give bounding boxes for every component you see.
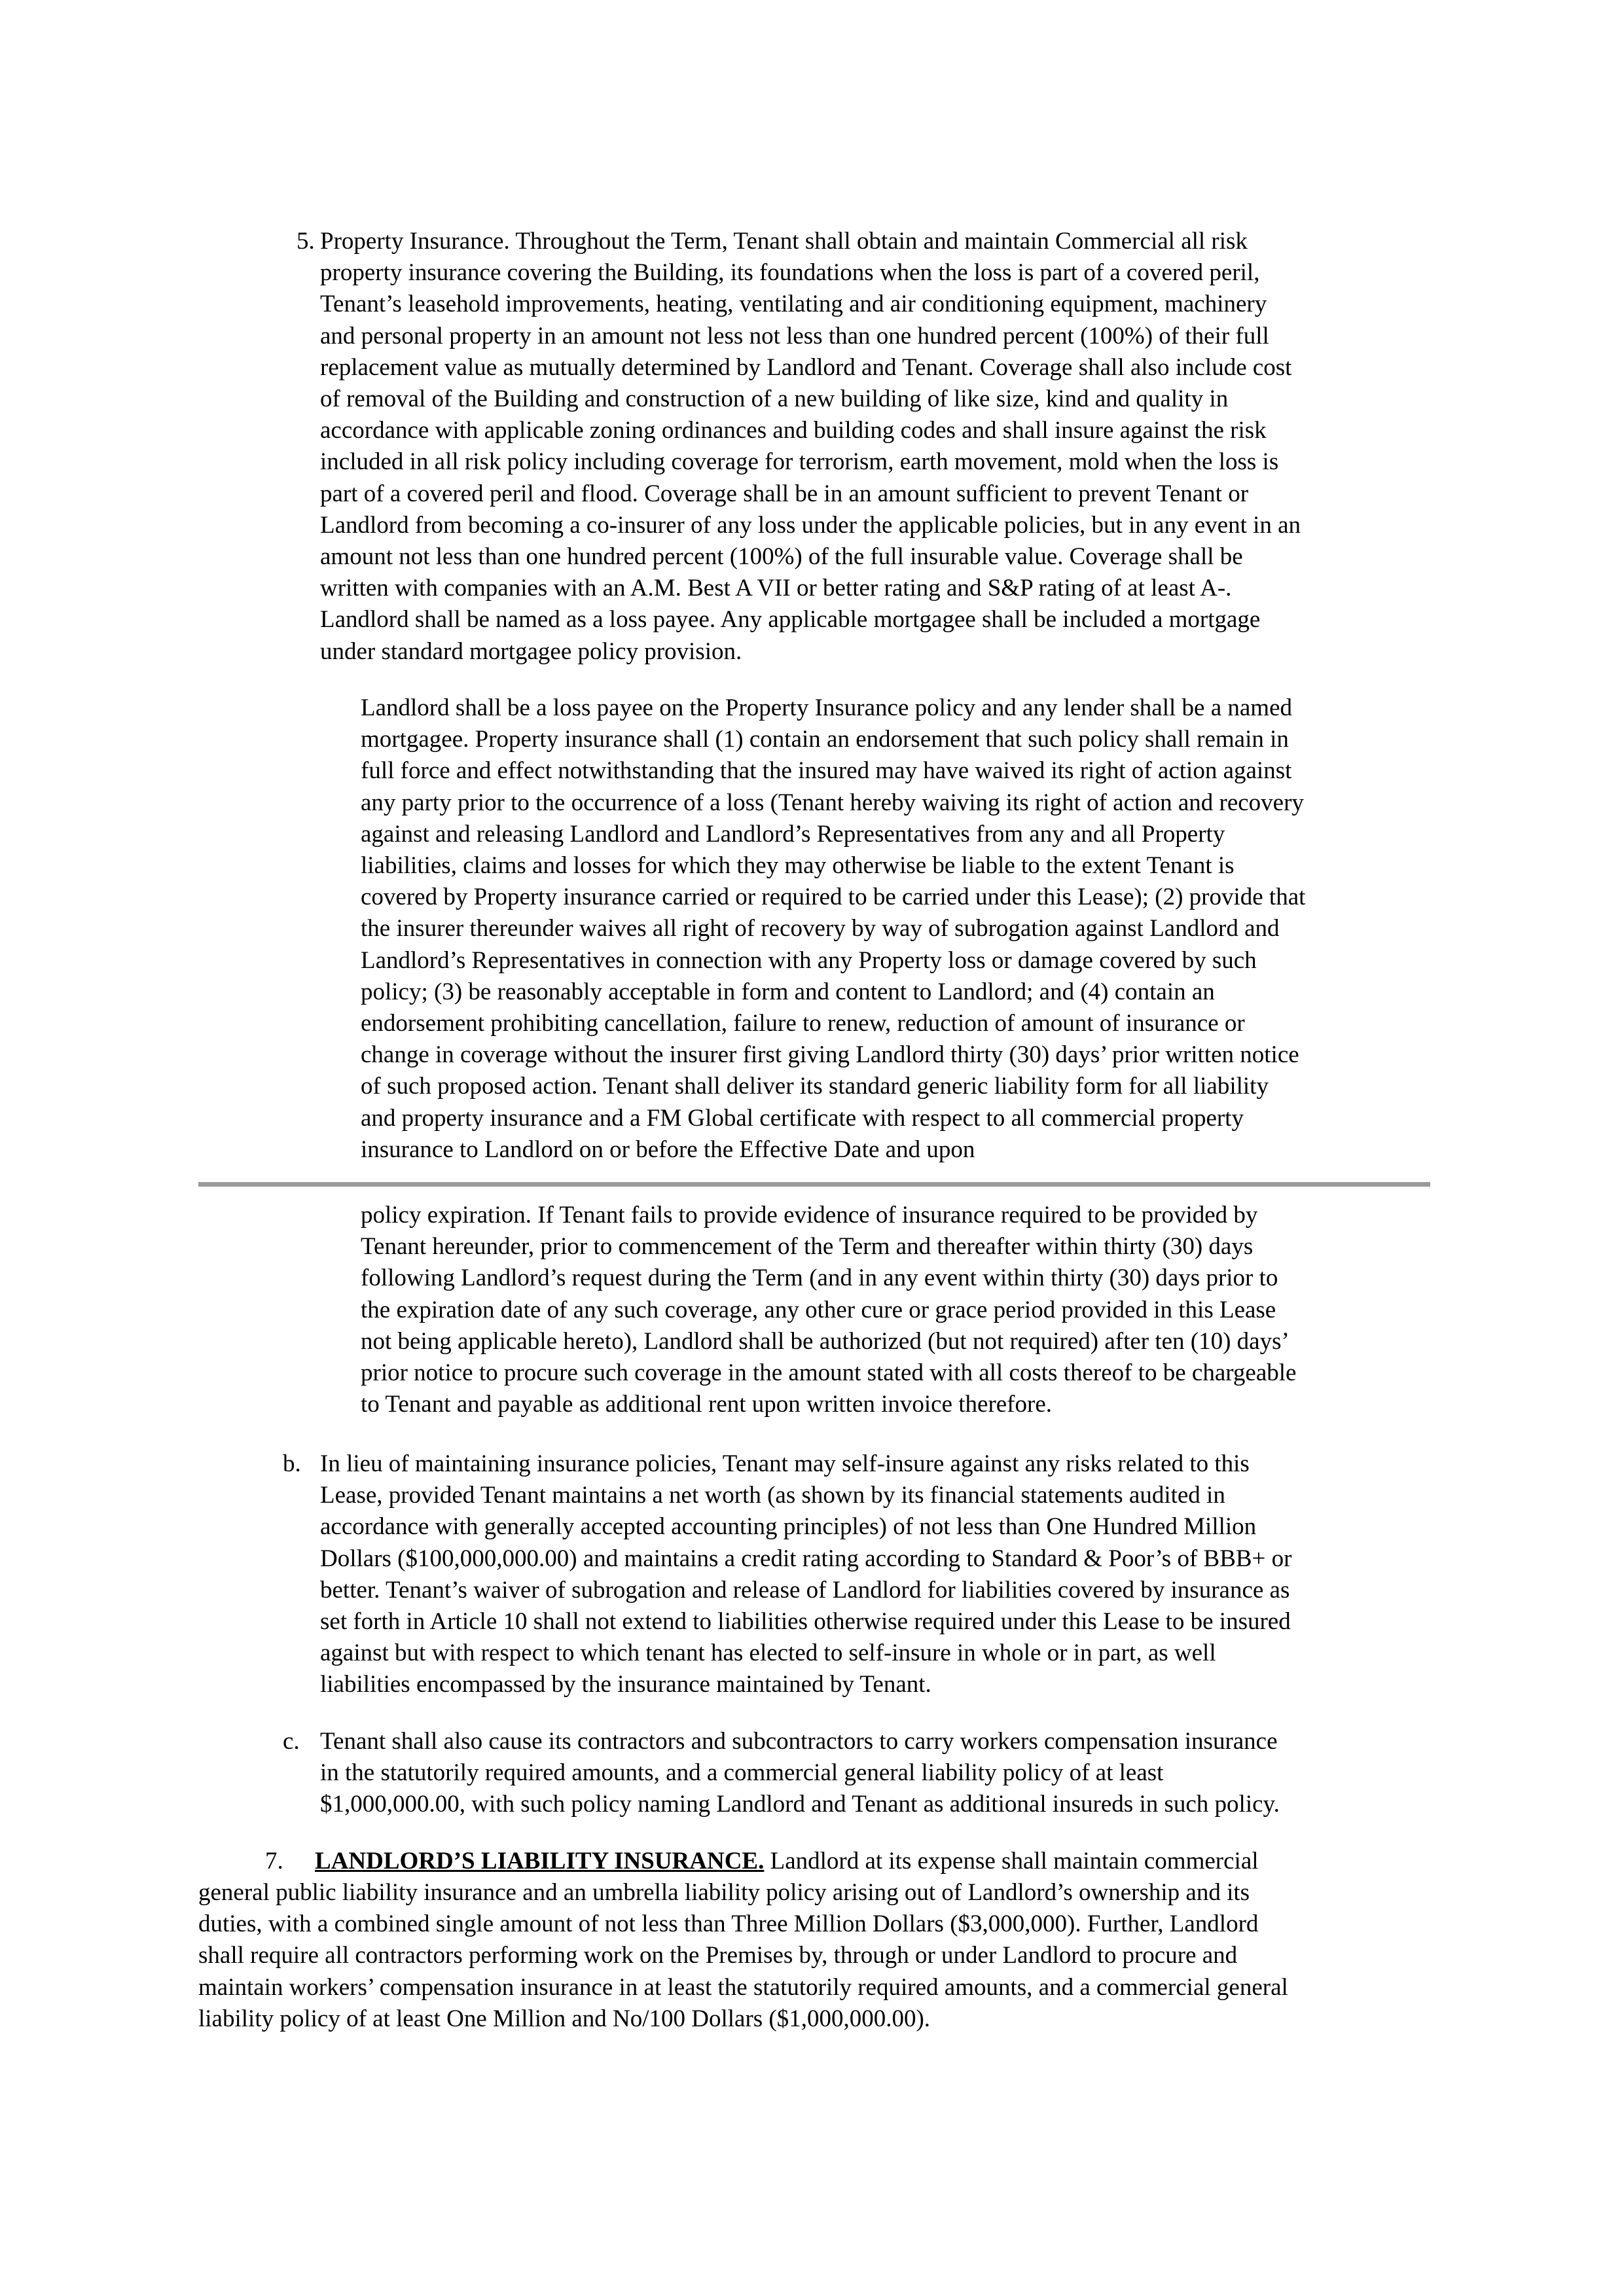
text-line: the insurer thereunder waives all right of recovery by way of subrogation against Landlord and: [361, 915, 1280, 942]
section-7-paragraph: [198, 1877, 1288, 2035]
text-line: policy; (3) be reasonably acceptable in form and content to Landlord; and (4) contain an: [361, 978, 1215, 1005]
text-line: general public liability insurance and an umbrella liability policy arising out of Landlord’s ownership and its: [198, 1879, 1250, 1906]
text-line: Landlord shall be named as a loss payee. Any applicable mortgagee shall be included a mortgage: [320, 606, 1261, 634]
item-c-paragraph: [320, 1726, 1280, 1821]
text-line: In lieu of maintaining insurance policies, Tenant may self-insure against any risks related to this: [320, 1450, 1250, 1477]
text-line: set forth in Article 10 shall not extend to liabilities otherwise required under this Lease to be insured: [320, 1608, 1291, 1636]
text-line: and property insurance and a FM Global certificate with respect to all commercial property: [361, 1104, 1244, 1132]
text-line: endorsement prohibiting cancellation, failure to renew, reduction of amount of insurance or: [361, 1010, 1245, 1037]
item-c-marker: c.: [283, 1728, 300, 1755]
text-line: liabilities encompassed by the insurance maintained by Tenant.: [320, 1671, 931, 1698]
text-line: to Tenant and payable as additional rent upon written invoice therefore.: [361, 1391, 1052, 1418]
text-line: and personal property in an amount not less not less than one hundred percent (100%) of their full: [320, 322, 1269, 350]
text-line: of such proposed action. Tenant shall deliver its standard generic liability form for all liability: [361, 1073, 1269, 1100]
text-line: better. Tenant’s waiver of subrogation and release of Landlord for liabilities covered by insurance as: [320, 1576, 1290, 1604]
text-line: not being applicable hereto), Landlord shall be authorized (but not required) after ten (10) days’: [361, 1327, 1290, 1355]
text-line: following Landlord’s request during the Term (and in any event within thirty (30) days prior to: [361, 1265, 1278, 1292]
text-line: in the statutorily required amounts, and a commercial general liability policy of at least: [320, 1759, 1164, 1787]
text-line: under standard mortgagee policy provision.: [320, 637, 742, 665]
text-line: Tenant shall also cause its contractors and subcontractors to carry workers compensation insurance: [320, 1728, 1278, 1755]
section-7-heading: LANDLORD’S LIABILITY INSURANCE.: [315, 1848, 765, 1874]
text-line: included in all risk policy including coverage for terrorism, earth movement, mold when the loss is: [320, 448, 1279, 476]
text-line: accordance with applicable zoning ordinances and building codes and shall insure against the risk: [320, 417, 1267, 444]
text-line: replacement value as mutually determined by Landlord and Tenant. Coverage shall also include cost: [320, 353, 1292, 381]
text-line: policy expiration. If Tenant fails to provide evidence of insurance required to be provided by: [361, 1202, 1258, 1229]
text-line: Dollars ($100,000,000.00) and maintains a credit rating according to Standard & Poor’s of BBB+ or: [320, 1545, 1292, 1572]
text-line: mortgagee. Property insurance shall (1) contain an endorsement that such policy shall remain in: [361, 726, 1289, 753]
text-line: any party prior to the occurrence of a loss (Tenant hereby waiving its right of action and recovery: [361, 789, 1304, 816]
text-line: accordance with generally accepted accounting principles) of not less than One Hundred Million: [320, 1513, 1257, 1541]
text-line: Lease, provided Tenant maintains a net worth (as shown by its financial statements audited in: [320, 1482, 1225, 1509]
text-line: liabilities, claims and losses for which they may otherwise be liable to the extent Tenant is: [361, 852, 1235, 880]
text-line: duties, with a combined single amount of not less than Three Million Dollars ($3,000,000). Further, Landlord: [198, 1910, 1259, 1938]
text-line: Property Insurance. Throughout the Term, Tenant shall obtain and maintain Commercial all risk: [320, 228, 1248, 255]
section-5-number: 5.: [297, 228, 315, 255]
page-break-divider: [198, 1182, 1430, 1187]
text-line: part of a covered peril and flood. Coverage shall be in an amount sufficient to prevent Tenant or: [320, 480, 1249, 507]
item-b-paragraph: [320, 1448, 1292, 1701]
text-line: amount not less than one hundred percent (100%) of the full insurable value. Coverage shall be: [320, 543, 1243, 571]
text-line: written with companies with an A.M. Best A VII or better rating and S&P rating of at least A-.: [320, 575, 1232, 602]
text-line: shall require all contractors performing work on the Premises by, through or under Landlord to procure and: [198, 1942, 1238, 1969]
text-line: Landlord’s Representatives in connection with any Property loss or damage covered by such: [361, 946, 1257, 974]
text-line: against and releasing Landlord and Landlord’s Representatives from any and all Property: [361, 820, 1225, 848]
section-7-first-line-text: Landlord at its expense shall maintain commercial: [764, 1848, 1259, 1874]
section-7-first-line: [315, 1846, 1259, 1877]
text-line: of removal of the Building and construction of a new building of like size, kind and quality in: [320, 386, 1229, 413]
text-line: covered by Property insurance carried or required to be carried under this Lease); (2) provide that: [361, 884, 1306, 911]
continuation-paragraph: [361, 1200, 1296, 1420]
text-line: Landlord from becoming a co-insurer of any loss under the applicable policies, but in any event in an: [320, 511, 1301, 539]
section-5-paragraph: [320, 226, 1301, 668]
text-line: the expiration date of any such coverage, any other cure or grace period provided in this Lease: [361, 1296, 1276, 1323]
text-line: $1,000,000.00, with such policy naming Landlord and Tenant as additional insureds in such policy.: [320, 1791, 1280, 1818]
text-line: Tenant’s leasehold improvements, heating, ventilating and air conditioning equipment, machinery: [320, 291, 1267, 318]
loss-payee-paragraph: [361, 692, 1305, 1166]
text-line: liability policy of at least One Million and No/100 Dollars ($1,000,000.00).: [198, 2005, 931, 2032]
item-b-marker: b.: [283, 1450, 301, 1477]
text-line: prior notice to procure such coverage in the amount stated with all costs thereof to be chargeable: [361, 1359, 1297, 1387]
text-line: insurance to Landlord on or before the Effective Date and upon: [361, 1136, 975, 1163]
text-line: Tenant hereunder, prior to commencement of the Term and thereafter within thirty (30) days: [361, 1233, 1254, 1261]
section-7-number: 7.: [265, 1848, 283, 1874]
text-line: Landlord shall be a loss payee on the Property Insurance policy and any lender shall be a named: [361, 694, 1293, 721]
text-line: property insurance covering the Building, its foundations when the loss is part of a covered peril,: [320, 259, 1260, 287]
text-line: maintain workers’ compensation insurance in at least the statutorily required amounts, and a commercial general: [198, 1973, 1288, 2001]
text-line: full force and effect notwithstanding that the insured may have waived its right of action against: [361, 757, 1292, 785]
text-line: against but with respect to which tenant has elected to self-insure in whole or in part, as well: [320, 1640, 1216, 1667]
text-line: change in coverage without the insurer first giving Landlord thirty (30) days’ prior written notice: [361, 1041, 1299, 1069]
